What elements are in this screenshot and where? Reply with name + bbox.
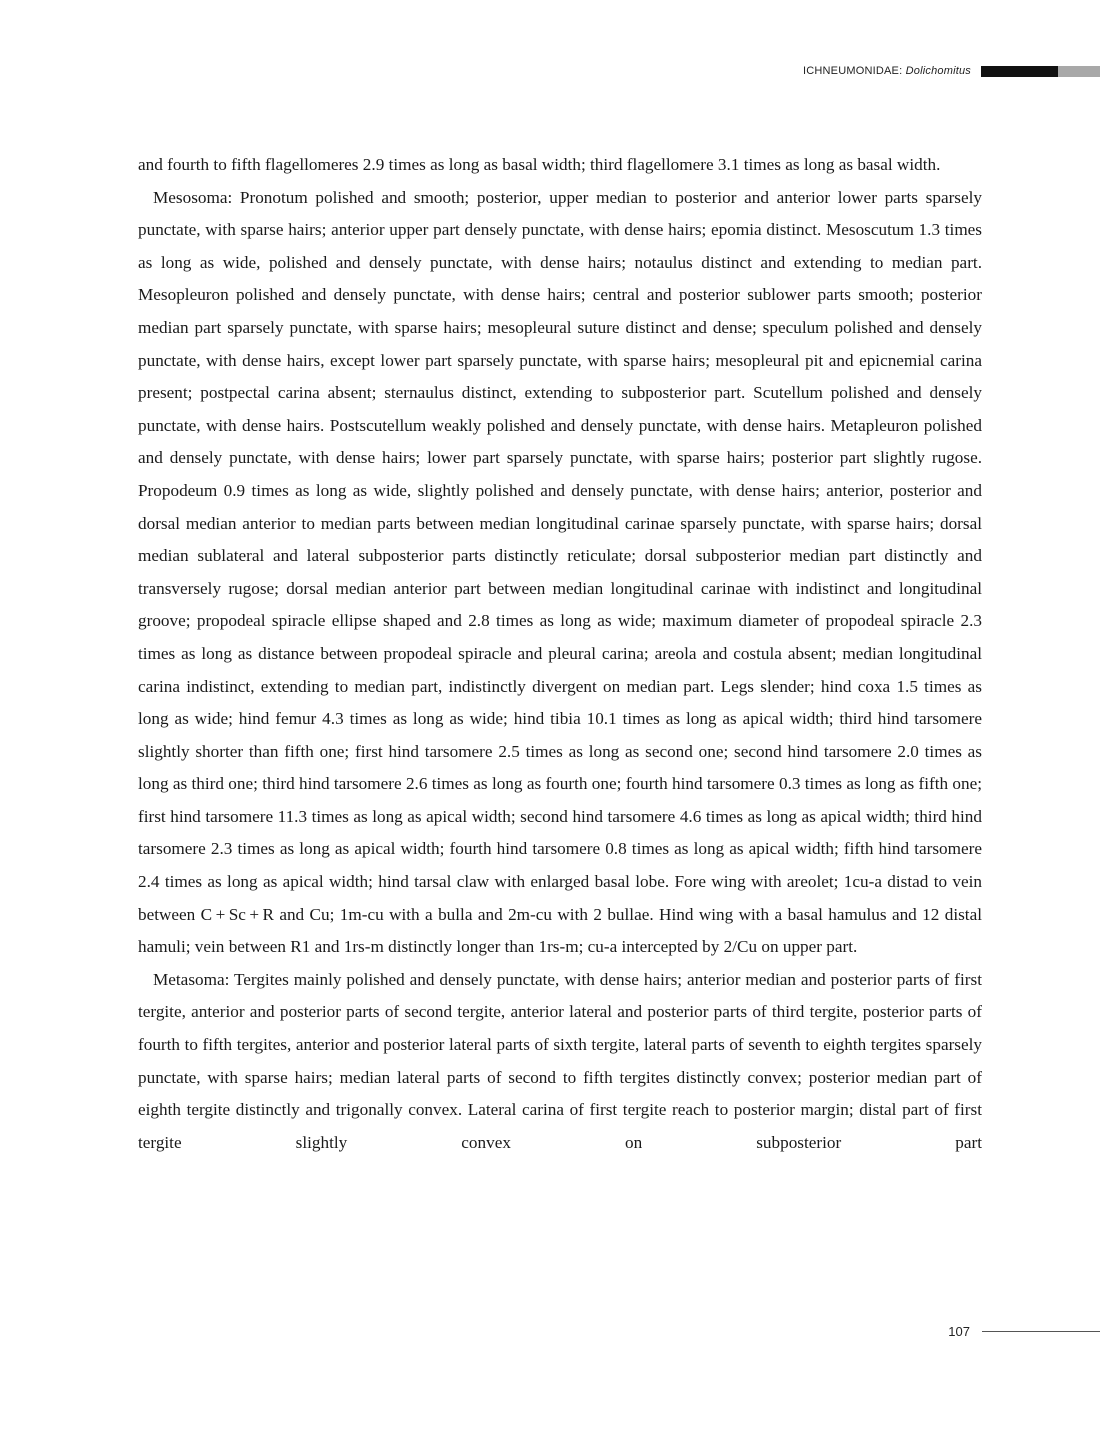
running-header-text xyxy=(803,65,971,77)
header-bar-dark xyxy=(981,66,1058,77)
page-footer xyxy=(948,1324,1100,1339)
header-bar-light xyxy=(1058,66,1100,77)
paragraph-mesosoma: Mesosoma: Pronotum polished and smooth; posterior, upper median to posterior and anterior lower parts sparsely punctate, with sparse hairs; anterior upper part densely punctate, with dense hairs; epomia distinct. Mesoscutum 1.3 times as long as wide, polished and densely punctate, with dense hairs; notaulus distinct and extending to median part. Mesopleuron polished and densely punctate, with dense hairs; central and posterior sublower parts smooth; posterior median part sparsely punctate, with sparse hairs; mesopleural suture distinct and dense; speculum polished and densely punctate, with dense hairs, except lower part sparsely punctate, with sparse hairs; mesopleural pit and epicnemial carina present; postpectal carina absent; sternaulus distinct, extending to subposterior part. Scutellum polished and densely punctate, with dense hairs. Postscutellum weakly polished and densely punctate, with dense hairs. Metapleuron polished and densely punctate, with dense hairs; lower part sparsely punctate, with sparse hairs; posterior part slightly rugose. Propodeum 0.9 times as long as wide, slightly polished and densely punctate, with dense hairs; anterior, posterior and dorsal median anterior to median parts between median longitudinal carinae sparsely punctate, with sparse hairs; dorsal median sublateral and lateral subposterior parts distinctly reticulate; dorsal subposterior median part distinctly and transversely rugose; dorsal median anterior part between median longitudinal carinae with indistinct and longitudinal groove; propodeal spiracle ellipse shaped and 2.8 times as long as wide; maximum diameter of propodeal spiracle 2.3 times as long as distance between propodeal spiracle and pleural carina; areola and costula absent; median longitudinal carina indistinct, extending to median part, indistinctly divergent on median part. Legs slender; hind coxa 1.5 times as long as wide; hind femur 4.3 times as long as wide; hind tibia 10.1 times as long as apical width; third hind tarsomere slightly shorter than fifth one; first hind tarsomere 2.5 times as long as second one; second hind tarsomere 2.0 times as long as third one; third hind tarsomere 2.6 times as long as fourth one; fourth hind tarsomere 0.3 times as long as fifth one; first hind tarsomere 11.3 times as long as apical width; second hind tarsomere 4.6 times as long as apical width; third hind tarsomere 2.3 times as long as apical width; fourth hind tarsomere 0.8 times as long as apical width; fifth hind tarsomere 2.4 times as long as apical width; hind tarsal claw with enlarged basal lobe. Fore wing with areolet; 1cu-a distad to vein between C + Sc + R and Cu; 1m-cu with a bulla and 2m-cu with 2 bullae. Hind wing with a basal hamulus and 12 distal hamuli; vein between R1 and 1rs-m distinctly longer than 1rs-m; cu-a intercepted by 2/Cu on upper part. xyxy=(138,187,982,957)
page-number: 107 xyxy=(948,1324,970,1339)
paragraph-metasoma: Metasoma: Tergites mainly polished and densely punctate, with dense hairs; anterior median and posterior parts of first tergite, anterior and posterior parts of second tergite, anterior lateral and posterior parts of third tergite, posterior parts of fourth to fifth tergites, anterior and posterior lateral parts of sixth tergite, lateral parts of seventh to eighth tergites sparsely punctate, with sparse hairs; median lateral parts of second to fifth tergites distinctly convex; posterior median part of eighth tergite distinctly and trigonally convex. Lateral carina of first tergite reach to posterior margin; distal part of first tergite slightly convex on subposterior part xyxy=(138,969,982,1152)
header-genus: Dolichomitus xyxy=(905,65,971,77)
footer-rule xyxy=(982,1331,1100,1332)
running-header xyxy=(803,64,1100,78)
header-family: ICHNEUMONIDAE: xyxy=(802,65,903,77)
paragraph-flagellomeres: and fourth to fifth flagellomeres 2.9 times as long as basal width; third flagellomere 3.1 times as long as basal width. xyxy=(138,155,941,174)
body-text xyxy=(138,149,982,1159)
